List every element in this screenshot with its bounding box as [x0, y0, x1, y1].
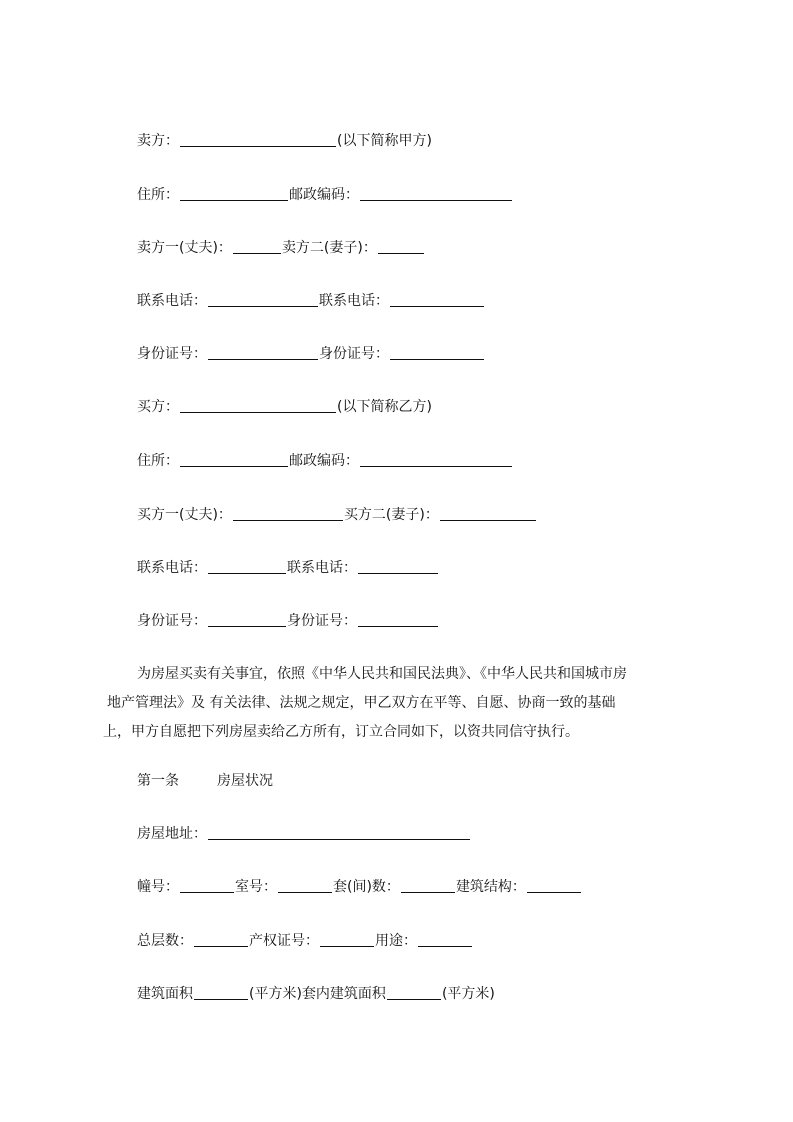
article1-title: 房屋状况 — [217, 773, 273, 789]
units-label: 套(间)数： — [333, 879, 400, 895]
floors-label: 总层数： — [137, 933, 193, 949]
seller1-field[interactable] — [233, 239, 281, 254]
structure-field[interactable] — [527, 878, 581, 893]
buyer-phone1-field[interactable] — [208, 559, 286, 574]
seller-id1-field[interactable] — [208, 345, 318, 360]
buyer-phone2-label: 联系电话： — [287, 560, 357, 576]
article1-heading — [137, 771, 273, 791]
buyer-postcode-field[interactable] — [360, 452, 512, 467]
room-field[interactable] — [278, 878, 332, 893]
seller-spouses-line — [137, 238, 425, 258]
seller-phone1-label: 联系电话： — [137, 293, 207, 309]
area-field[interactable] — [194, 985, 248, 1000]
buyer-id1-field[interactable] — [208, 612, 286, 627]
seller1-label: 卖方一(丈夫)： — [137, 240, 232, 256]
seller-phone2-field[interactable] — [390, 292, 484, 307]
buyer-phone1-label: 联系电话： — [137, 560, 207, 576]
building-field[interactable] — [180, 878, 234, 893]
buyer-id1-label: 身份证号： — [137, 613, 207, 629]
house-address-field[interactable] — [208, 825, 470, 840]
seller-id2-field[interactable] — [390, 345, 484, 360]
usage-label: 用途： — [375, 933, 417, 949]
preamble-line-1: 为房屋买卖有关事宜，依照《中华人民共和国民法典》、《中华人民共和国城市房 — [137, 666, 627, 682]
preamble-paragraph — [103, 660, 713, 747]
seller-address-field[interactable] — [180, 186, 288, 201]
buyer2-label: 买方二(妻子)： — [343, 507, 439, 523]
seller-id-line — [137, 344, 485, 364]
room-label: 室号： — [235, 879, 277, 895]
buyer-suffix: (以下简称乙方) — [337, 399, 432, 415]
area-line — [137, 984, 495, 1004]
buyer-id2-label: 身份证号： — [287, 613, 357, 629]
seller-id1-label: 身份证号： — [137, 346, 207, 362]
building-line — [137, 877, 582, 897]
buyer-spouses-line — [137, 505, 537, 525]
seller2-label: 卖方二(妻子)： — [281, 240, 377, 256]
seller-phone1-field[interactable] — [208, 292, 318, 307]
buyer1-field[interactable] — [233, 506, 343, 521]
seller-phone-line — [137, 291, 485, 311]
buyer-line — [137, 397, 432, 417]
seller-address-line — [137, 185, 513, 205]
seller-address-label: 住所： — [137, 187, 179, 203]
article1-number: 第一条 — [137, 773, 179, 789]
buyer2-field[interactable] — [440, 506, 536, 521]
seller-line — [137, 131, 432, 151]
buyer1-label: 买方一(丈夫)： — [137, 507, 232, 523]
buyer-address-field[interactable] — [180, 452, 288, 467]
seller-name-field[interactable] — [180, 132, 336, 147]
inner-area-field[interactable] — [387, 985, 441, 1000]
buyer-phone2-field[interactable] — [358, 559, 438, 574]
buyer-postcode-label: 邮政编码： — [289, 453, 359, 469]
cert-label: 产权证号： — [249, 933, 319, 949]
seller-id2-label: 身份证号： — [319, 346, 389, 362]
house-address-label: 房屋地址： — [137, 826, 207, 842]
buyer-address-label: 住所： — [137, 453, 179, 469]
buyer-phone-line — [137, 558, 439, 578]
seller-postcode-label: 邮政编码： — [289, 187, 359, 203]
area-unit: (平方米) — [249, 986, 302, 1002]
seller-label: 卖方： — [137, 133, 179, 149]
buyer-address-line — [137, 451, 513, 471]
seller2-field[interactable] — [378, 239, 424, 254]
cert-field[interactable] — [320, 932, 374, 947]
floors-line — [137, 931, 473, 951]
seller-phone2-label: 联系电话： — [319, 293, 389, 309]
area-label: 建筑面积 — [137, 986, 193, 1002]
seller-postcode-field[interactable] — [360, 186, 512, 201]
seller-suffix: (以下简称甲方) — [337, 133, 432, 149]
buyer-name-field[interactable] — [180, 398, 336, 413]
inner-area-unit: (平方米) — [441, 986, 495, 1002]
preamble-line-3: 上，甲方自愿把下列房屋卖给乙方所有，订立合同如下，以资共同信守执行。 — [103, 724, 579, 740]
building-label: 幢号： — [137, 879, 179, 895]
buyer-id-line — [137, 611, 439, 631]
structure-label: 建筑结构： — [455, 879, 526, 895]
floors-field[interactable] — [194, 932, 248, 947]
usage-field[interactable] — [418, 932, 472, 947]
units-field[interactable] — [401, 878, 455, 893]
buyer-id2-field[interactable] — [358, 612, 438, 627]
inner-area-label: 套内建筑面积 — [301, 986, 386, 1002]
preamble-line-2: 地产管理法》及 有关法律、法规之规定，甲乙双方在平等、自愿、协商一致的基础 — [107, 695, 616, 711]
buyer-label: 买方： — [137, 399, 179, 415]
house-address-line — [137, 824, 471, 844]
